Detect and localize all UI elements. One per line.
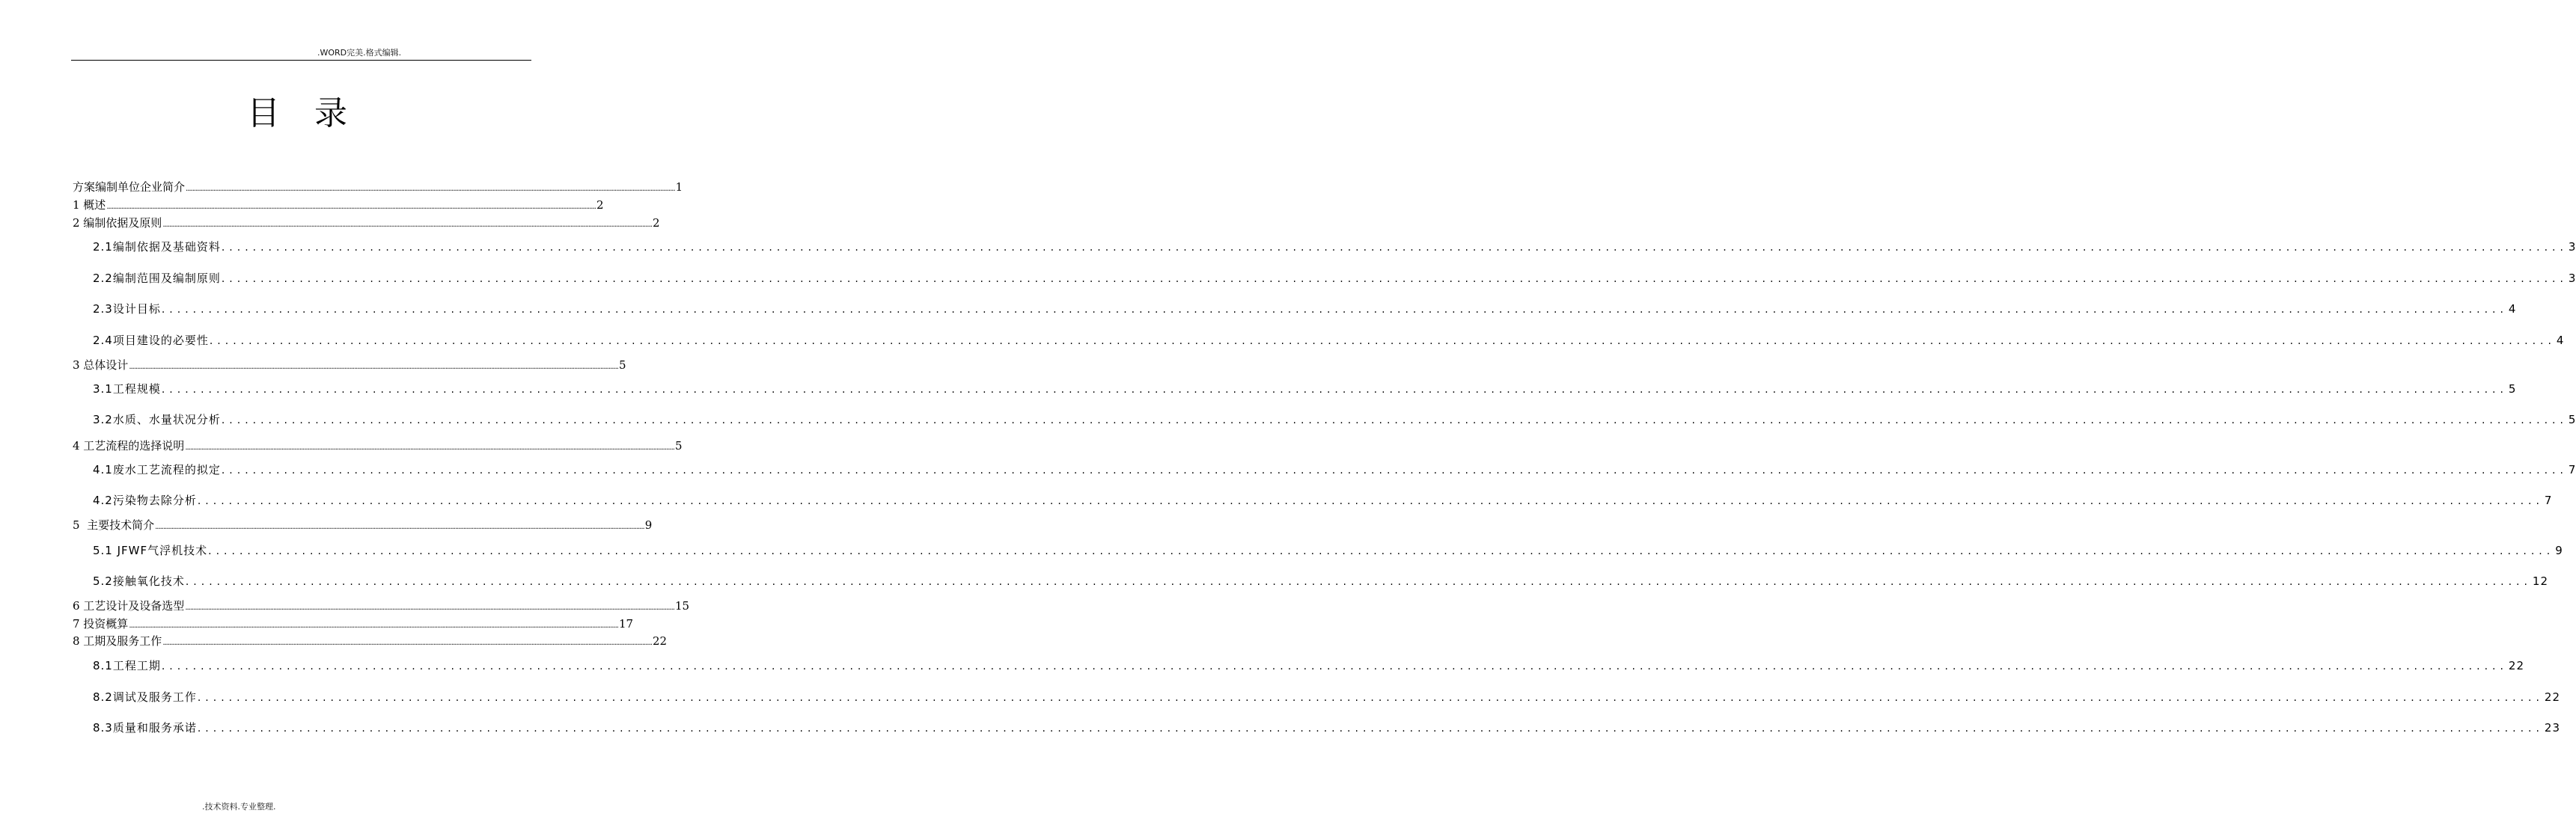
toc-leader-dots: ............................................................................................................................................................................................................................................................................................................ (186, 185, 675, 193)
toc-entry-8-2[interactable] (93, 690, 2561, 705)
toc-entry-page: 22 (652, 634, 668, 648)
toc-leader-dots: ............................................................................................................................................................................................................................................................................................................ (162, 639, 652, 647)
toc-entry-company-profile[interactable] (73, 180, 683, 197)
toc-entry-3-2[interactable] (93, 412, 2576, 428)
toc-entry-label: 2.1编制依据及基础资料 (93, 240, 221, 254)
toc-leader-dots: ............................................................................................................................................................................................................................................................................................................ (197, 723, 2544, 735)
toc-leader-dots: ............................................................................................................................................................................................................................................................................................................ (161, 304, 2508, 316)
toc-entry-page: 3 (2568, 272, 2576, 285)
toc-entry-label: 3.2水质、水量状况分析 (93, 413, 221, 426)
toc-entry-page: 22 (2544, 690, 2561, 704)
toc-entry-label: 2.4项目建设的必要性 (93, 334, 209, 347)
toc-entry-label: 8 工期及服务工作 (73, 634, 162, 648)
toc-entry-2-1[interactable] (93, 239, 2576, 255)
toc-leader-dots: ............................................................................................................................................................................................................................................................................................................ (197, 692, 2544, 704)
toc-entry-2-2[interactable] (93, 271, 2576, 286)
toc-entry-label: 4.1废水工艺流程的拟定 (93, 463, 221, 476)
toc-entry-page: 23 (2544, 721, 2561, 735)
toc-entry-6-equipment[interactable] (73, 598, 690, 616)
toc-entry-label: 8.3质量和服务承诺 (93, 721, 197, 735)
toc-leader-dots: ............................................................................................................................................................................................................................................................................................................ (185, 604, 674, 612)
toc-entry-page: 17 (618, 617, 634, 631)
toc-leader-dots: ............................................................................................................................................................................................................................................................................................................ (162, 221, 652, 229)
toc-entry-3-1[interactable] (93, 381, 2517, 397)
page-footer: .技术资料.专业整理. (202, 802, 276, 812)
toc-leader-dots: ............................................................................................................................................................................................................................................................................................................ (221, 242, 2568, 254)
toc-entry-8-3[interactable] (93, 720, 2561, 736)
toc-entry-page: 9 (2555, 544, 2563, 557)
toc-leader-dots: ............................................................................................................................................................................................................................................................................................................ (161, 384, 2508, 396)
toc-entry-page: 7 (2568, 463, 2576, 476)
toc-entry-label: 4 工艺流程的选择说明 (73, 439, 185, 453)
toc-leader-dots: ............................................................................................................................................................................................................................................................................................................ (129, 363, 618, 371)
toc-entry-page: 22 (2508, 659, 2525, 672)
toc-entry-page: 4 (2556, 334, 2565, 347)
toc-entry-page: 1 (675, 180, 683, 194)
toc-entry-4-2[interactable] (93, 493, 2553, 509)
toc-entry-1-overview[interactable] (73, 197, 604, 215)
toc-entry-8-1[interactable] (93, 658, 2525, 674)
toc-leader-dots: ............................................................................................................................................................................................................................................................................................................ (221, 414, 2568, 426)
toc-entry-5-1[interactable] (93, 543, 2563, 559)
toc-entry-8-schedule[interactable] (73, 634, 668, 651)
toc-leader-dots: ............................................................................................................................................................................................................................................................................................................ (185, 444, 674, 452)
toc-leader-dots: ............................................................................................................................................................................................................................................................................................................ (155, 523, 644, 531)
toc-entry-page: 9 (644, 518, 653, 532)
toc-entry-page: 15 (674, 599, 690, 613)
toc-entry-page: 4 (2508, 302, 2517, 316)
toc-entry-label: 2.2编制范围及编制原则 (93, 272, 221, 285)
toc-leader-dots: ............................................................................................................................................................................................................................................................................................................ (208, 545, 2555, 557)
toc-leader-dots: ............................................................................................................................................................................................................................................................................................................ (221, 465, 2568, 476)
toc-entry-5-tech[interactable] (73, 518, 653, 535)
toc-leader-dots: ............................................................................................................................................................................................................................................................................................................ (209, 335, 2556, 347)
toc-entry-page: 2 (596, 198, 604, 212)
toc-entry-2-4[interactable] (93, 333, 2565, 349)
toc-entry-page: 5 (674, 439, 683, 453)
toc-entry-page: 7 (2544, 494, 2553, 507)
toc-entry-label: 2.3设计目标 (93, 302, 161, 316)
header-divider (71, 60, 531, 61)
toc-entry-label: 4.2污染物去除分析 (93, 494, 197, 507)
toc-leader-dots: ............................................................................................................................................................................................................................................................................................................ (129, 622, 618, 630)
toc-leader-dots: ............................................................................................................................................................................................................................................................................................................ (106, 203, 596, 211)
toc-entry-label: 6 工艺设计及设备选型 (73, 599, 185, 613)
toc-entry-page: 5 (2568, 413, 2576, 426)
toc-entry-4-1[interactable] (93, 462, 2576, 478)
toc-entry-page: 2 (652, 216, 660, 230)
toc-entry-2-basis[interactable] (73, 215, 660, 233)
toc-entry-label: 7 投资概算 (73, 617, 129, 631)
toc-entry-label: 5.1 JFWF气浮机技术 (93, 544, 208, 557)
toc-entry-3-design[interactable] (73, 358, 626, 375)
toc-entry-page: 5 (2508, 382, 2517, 396)
header-text: .WORD完美.格式编辑. (317, 48, 402, 58)
toc-entry-2-3[interactable] (93, 301, 2517, 317)
toc-leader-dots: ............................................................................................................................................................................................................................................................................................................ (197, 495, 2544, 507)
toc-entry-label: 3 总体设计 (73, 358, 129, 372)
toc-leader-dots: ............................................................................................................................................................................................................................................................................................................ (185, 576, 2532, 588)
toc-entry-label: 5 主要技术简介 (73, 518, 155, 532)
toc-entry-page: 5 (618, 358, 626, 372)
toc-entry-label: 5.2接触氧化技术 (93, 574, 185, 588)
toc-entry-7-investment[interactable] (73, 616, 634, 634)
toc-entry-4-process[interactable] (73, 438, 683, 456)
toc-entry-label: 2 编制依据及原则 (73, 216, 162, 230)
toc-entry-label: 8.2调试及服务工作 (93, 690, 197, 704)
toc-entry-5-2[interactable] (93, 574, 2549, 589)
toc-leader-dots: ............................................................................................................................................................................................................................................................................................................ (161, 660, 2508, 672)
page-title: 目录 (247, 94, 382, 132)
toc-entry-label: 3.1工程规模 (93, 382, 161, 396)
toc-entry-page: 12 (2532, 574, 2549, 588)
toc-entry-label: 8.1工程工期 (93, 659, 161, 672)
toc-entry-label: 1 概述 (73, 198, 106, 212)
toc-entry-page: 3 (2568, 240, 2576, 254)
toc-leader-dots: ............................................................................................................................................................................................................................................................................................................ (221, 273, 2568, 285)
toc-entry-label: 方案编制单位企业简介 (73, 180, 186, 194)
